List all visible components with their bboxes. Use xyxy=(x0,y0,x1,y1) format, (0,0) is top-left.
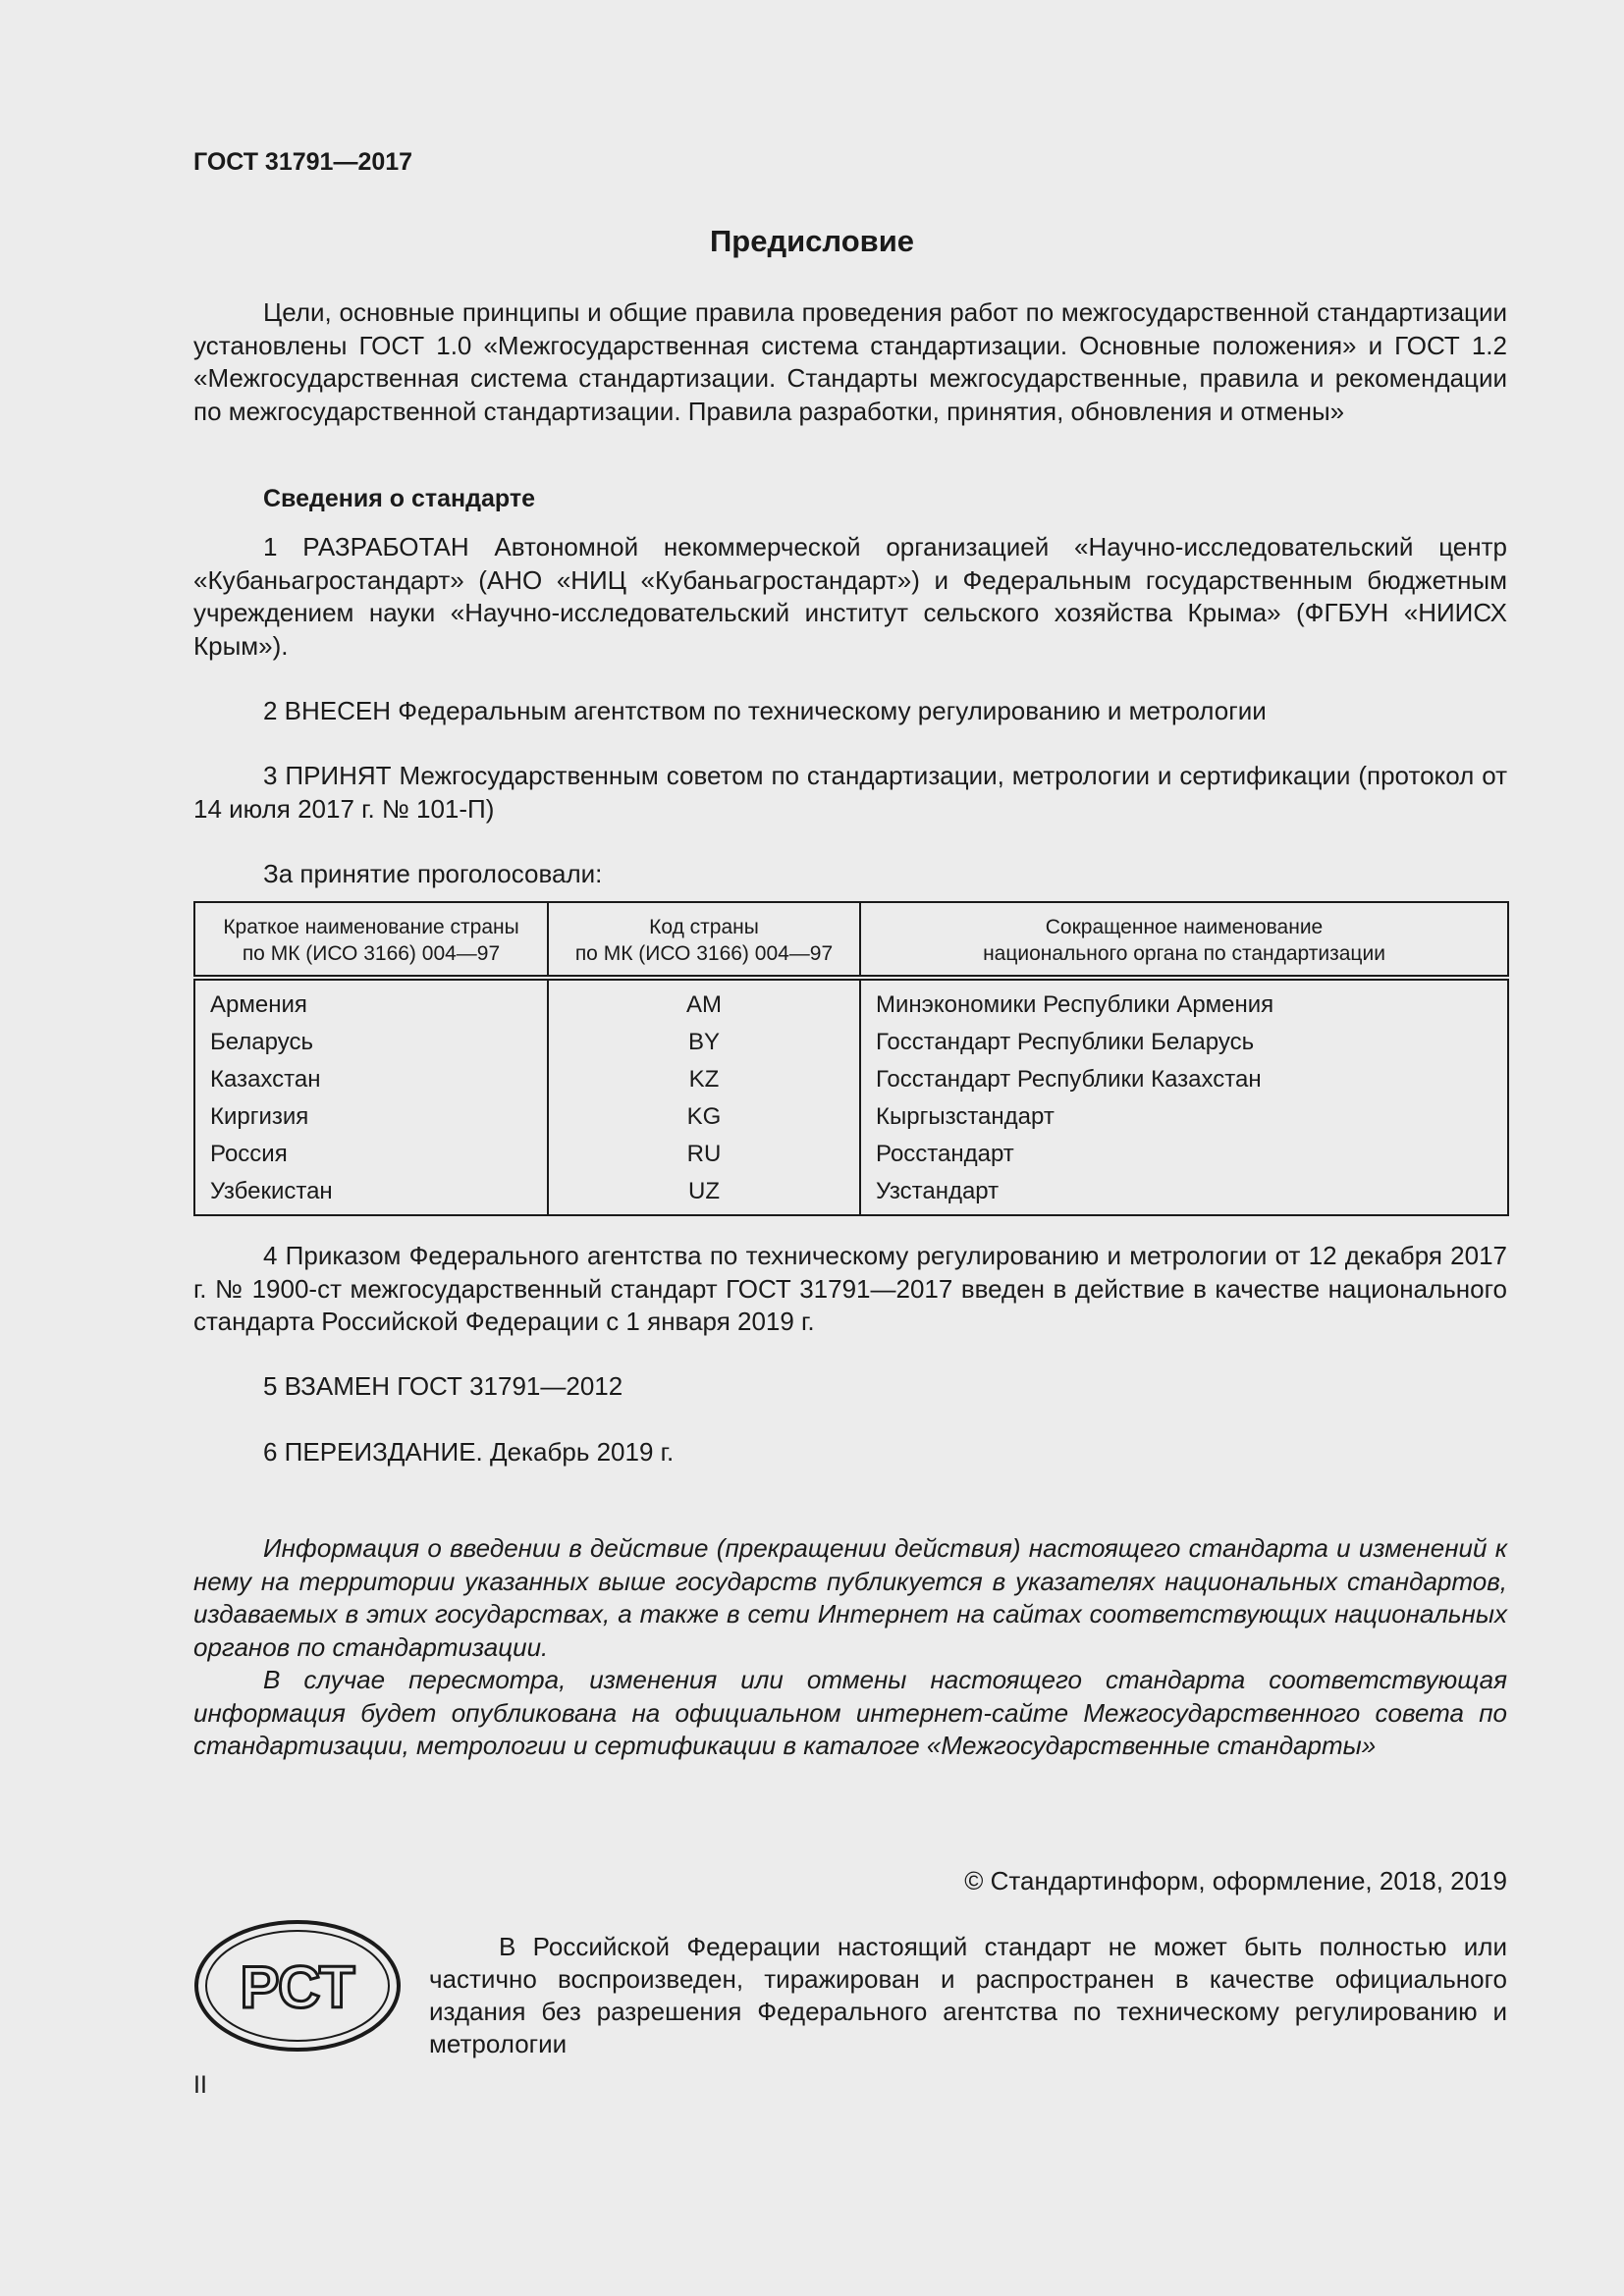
revision-note-paragraph: В случае пересмотра, изменения или отмены настоящего стандарта соответствующая информация будет опубликована на официальном интернет-сайте Межгосударственного совета по стандартизации, метрологии и сертификации в каталоге «Межгосударственные стандарты» xyxy=(193,1665,1507,1760)
item-5-paragraph: 5 ВЗАМЕН ГОСТ 31791—2012 xyxy=(263,1371,623,1401)
country-cell: Киргизия xyxy=(194,1098,548,1136)
item-6-paragraph: 6 ПЕРЕИЗДАНИЕ. Декабрь 2019 г. xyxy=(263,1437,675,1467)
body-cell: Госстандарт Республики Казахстан xyxy=(860,1061,1508,1098)
info-note-paragraph: Информация о введении в действие (прекращении действия) настоящего стандарта и изменений к нему на территории указанных выше государств публикуется в указателях национальных стандартов, издаваемых в этих государствах, а также в сети Интернет на сайтах соответствующих национальных органов по стандартизации. xyxy=(193,1533,1507,1662)
code-cell: KZ xyxy=(548,1061,860,1098)
voting-table xyxy=(193,901,1509,1216)
body-cell: Росстандарт xyxy=(860,1136,1508,1173)
column-header: Краткое наименование страны по МК (ИСО 3166) 004—97 xyxy=(194,902,548,978)
section-heading: Сведения о стандарте xyxy=(263,485,536,512)
item-3-paragraph: 3 ПРИНЯТ Межгосударственным советом по стандартизации, метрологии и сертификации (протокол от 14 июля 2017 г. № 101-П) xyxy=(193,761,1507,824)
table-row xyxy=(194,1061,1508,1098)
code-cell: RU xyxy=(548,1136,860,1173)
table-header-row xyxy=(194,902,1508,978)
item-4-paragraph: 4 Приказом Федерального агентства по техническому регулированию и метрологии от 12 декабря 2017 г. № 1900-ст межгосударственный стандарт ГОСТ 31791—2017 введен в действие в качестве национального стандарта Российской Федерации с 1 января 2019 г. xyxy=(193,1241,1507,1336)
table-row xyxy=(194,978,1508,1024)
column-header: Код страны по МК (ИСО 3166) 004—97 xyxy=(548,902,860,978)
country-cell: Россия xyxy=(194,1136,548,1173)
rst-logo xyxy=(193,1919,402,2053)
table-row xyxy=(194,1136,1508,1173)
page-number: II xyxy=(193,2071,207,2099)
item-1-paragraph: 1 РАЗРАБОТАН Автономной некоммерческой организацией «Научно-исследовательский центр «Кубаньагростандарт» (АНО «НИЦ «Кубаньагростандарт») и Федеральным государственным бюджетным учреждением науки «Научно-исследовательский институт сельского хозяйства Крыма» (ФГБУН «НИИСХ Крым»). xyxy=(193,532,1507,661)
code-cell: BY xyxy=(548,1024,860,1061)
table-row xyxy=(194,1173,1508,1215)
page-title: Предисловие xyxy=(709,224,914,258)
code-cell: AM xyxy=(548,978,860,1024)
table-row xyxy=(194,1024,1508,1061)
country-cell: Беларусь xyxy=(194,1024,548,1061)
body-cell: Кыргызстандарт xyxy=(860,1098,1508,1136)
country-cell: Узбекистан xyxy=(194,1173,548,1215)
vote-label: За принятие проголосовали: xyxy=(263,859,603,888)
code-cell: KG xyxy=(548,1098,860,1136)
document-code: ГОСТ 31791—2017 xyxy=(193,148,413,176)
item-2-paragraph: 2 ВНЕСЕН Федеральным агентством по техническому регулированию и метрологии xyxy=(263,696,1267,725)
body-cell: Минэкономики Республики Армения xyxy=(860,978,1508,1024)
copyright-line: © Стандартинформ, оформление, 2018, 2019 xyxy=(964,1866,1507,1896)
body-cell: Узстандарт xyxy=(860,1173,1508,1215)
table-row xyxy=(194,1098,1508,1136)
country-cell: Армения xyxy=(194,978,548,1024)
intro-paragraph: Цели, основные принципы и общие правила проведения работ по межгосударственной стандартизации установлены ГОСТ 1.0 «Межгосударственная система стандартизации. Основные положения» и ГОСТ 1.2 «Межгосударственная система стандартизации. Стандарты межгосударственные, правила и рекомендации по межгосударственной стандартизации. Правила разработки, принятия, обновления и отмены» xyxy=(193,297,1507,426)
column-header: Сокращенное наименование национального органа по стандартизации xyxy=(860,902,1508,978)
logo-letters: РСТ xyxy=(240,1954,355,2020)
country-cell: Казахстан xyxy=(194,1061,548,1098)
code-cell: UZ xyxy=(548,1173,860,1215)
body-cell: Госстандарт Республики Беларусь xyxy=(860,1024,1508,1061)
copyright-notice: В Российской Федерации настоящий стандарт не может быть полностью или частично воспроизведен, тиражирован и распространен в качестве официального издания без разрешения Федерального агентства по техническому регулированию и метрологии xyxy=(429,1932,1507,2058)
